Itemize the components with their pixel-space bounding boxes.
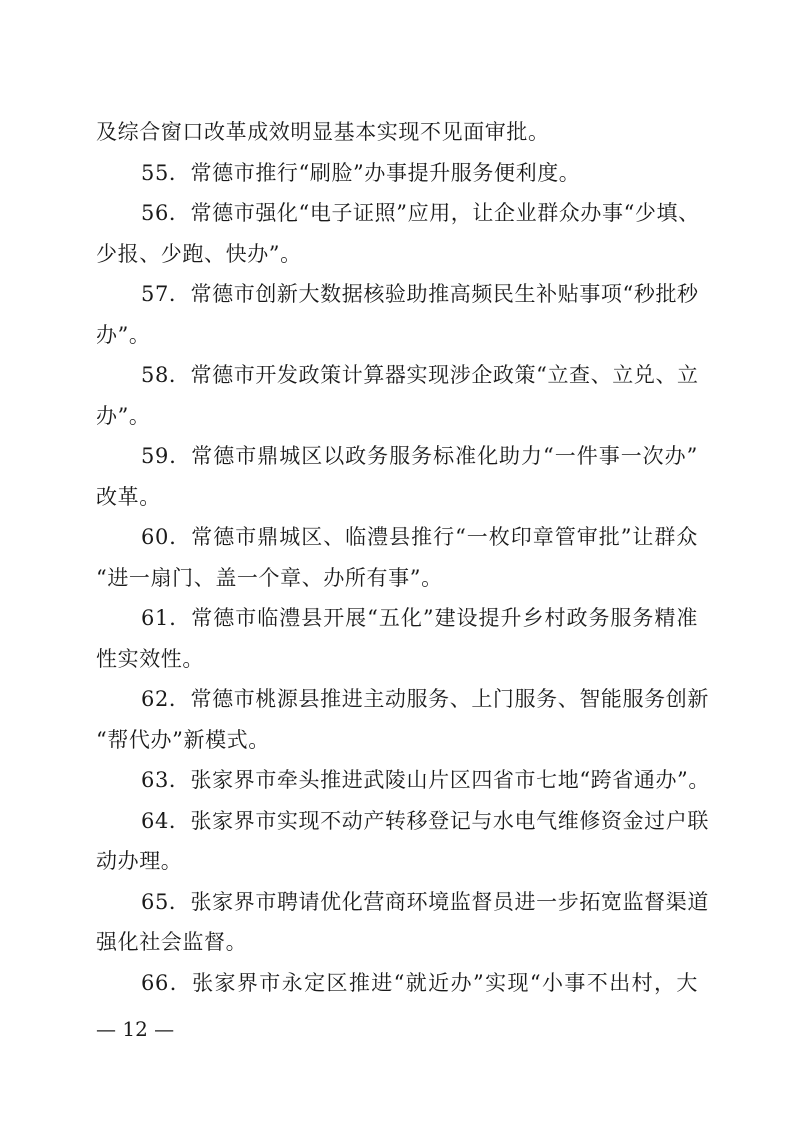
- document-body: [96, 112, 710, 1003]
- text-line: 65．张家界市聘请优化营商环境监督员进一步拓宽监督渠道: [141, 889, 709, 914]
- text-line: 少报、少跑、快办”。: [96, 241, 302, 266]
- text-line: “进一扇门、盖一个章、办所有事”。: [96, 565, 443, 590]
- text-line: 60．常德市鼎城区、临澧县推行“一枚印章管审批”让群众: [141, 525, 698, 549]
- text-line: 办”。: [96, 403, 151, 428]
- text-line: 动办理。: [96, 849, 183, 873]
- page-number: — 12 —: [96, 1017, 175, 1041]
- text-line: 及综合窗口改革成效明显基本实现不见面审批。: [96, 120, 550, 144]
- text-line: 64．张家界市实现不动产转移登记与水电气维修资金过户联: [141, 808, 709, 833]
- text-line: “帮代办”新模式。: [96, 727, 270, 752]
- text-line: 性实效性。: [96, 646, 204, 671]
- text-line: 62．常德市桃源县推进主动服务、上门服务、智能服务创新: [141, 687, 709, 711]
- text-line: 改革。: [96, 484, 161, 509]
- text-line: 61．常德市临澧县开展“五化”建设提升乡村政务服务精准: [141, 606, 698, 630]
- text-line: 66．张家界市永定区推进“就近办”实现“小事不出村，大: [141, 970, 698, 995]
- text-line: 办”。: [96, 322, 151, 347]
- text-line: 55．常德市推行“刷脸”办事提升服务便利度。: [141, 160, 581, 185]
- text-line: 56．常德市强化“电子证照”应用，让企业群众办事“少填、: [141, 201, 700, 225]
- text-line: 强化社会监督。: [96, 930, 248, 954]
- text-line: 63．张家界市牵头推进武陵山片区四省市七地“跨省通办”。: [141, 768, 710, 792]
- text-line: 58．常德市开发政策计算器实现涉企政策“立查、立兑、立: [141, 363, 699, 387]
- text-line: 59．常德市鼎城区以政务服务标准化助力“一件事一次办”: [141, 444, 698, 468]
- text-line: 57．常德市创新大数据核验助推高频民生补贴事项“秒批秒: [141, 282, 699, 306]
